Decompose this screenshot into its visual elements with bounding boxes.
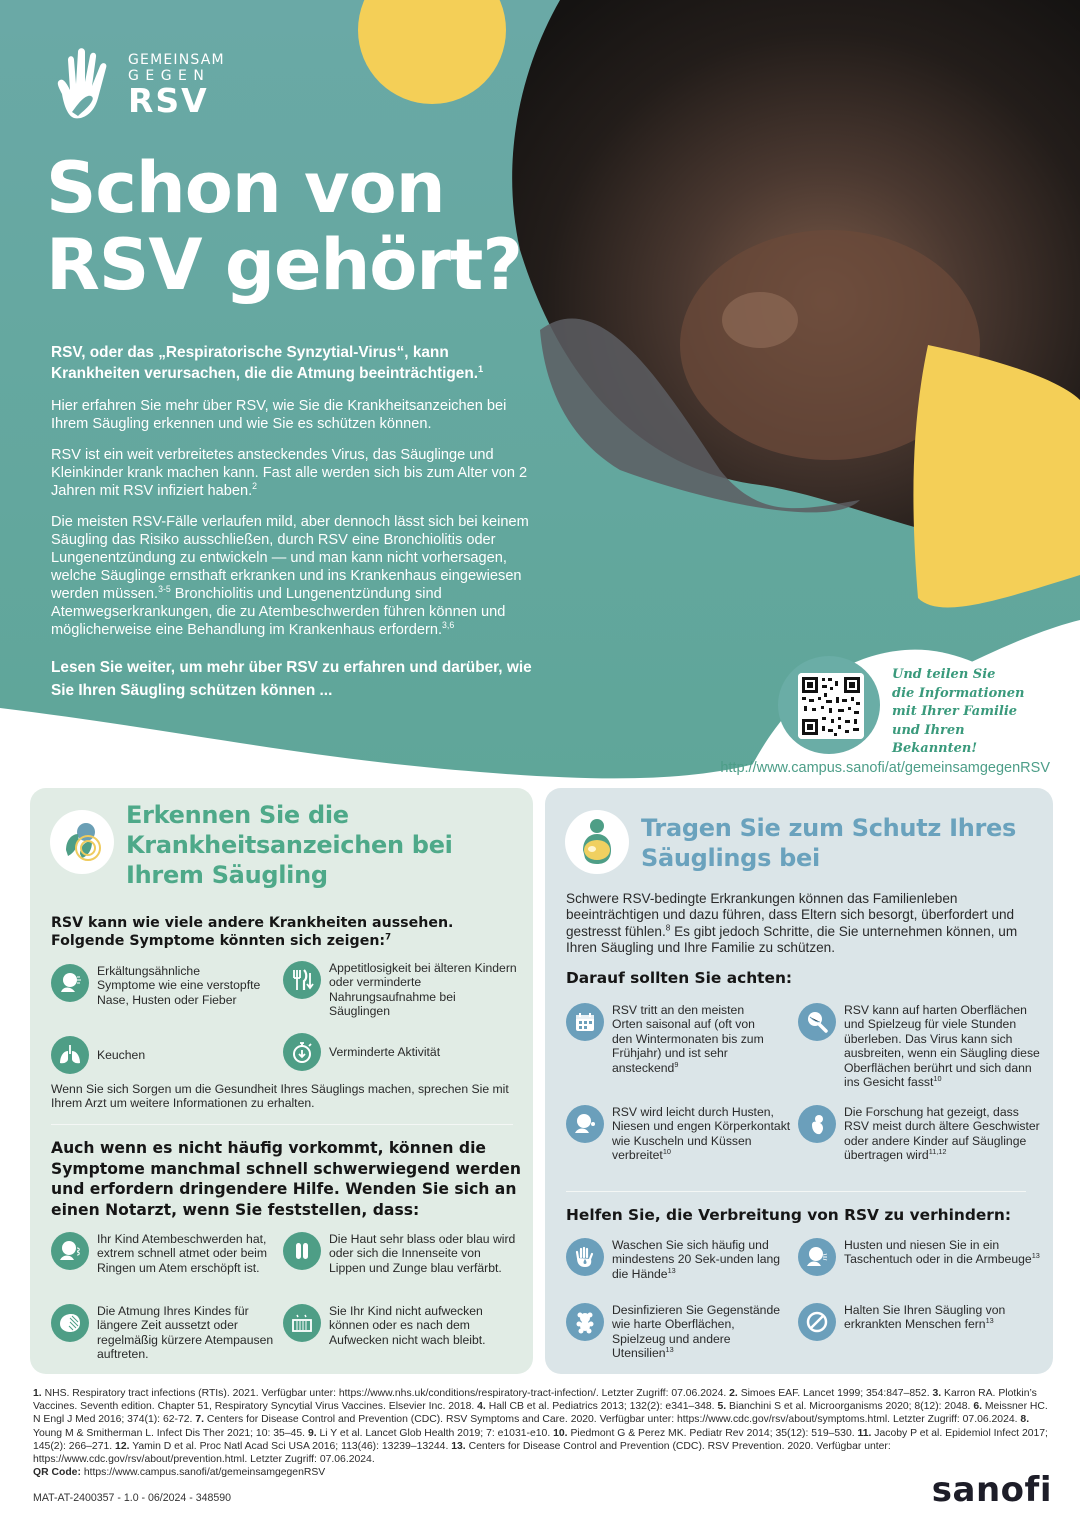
recognize-symptoms-heading: Erkennen Sie die Krankheitsanzeichen bei Ihrem Säugling (126, 801, 453, 889)
symptom-text: Appetitlosigkeit bei älteren Kindern oder verminderte Nahrungsaufnahme bei Säuglingen (329, 961, 517, 1019)
divider (51, 1124, 513, 1125)
share-note-line: die Informationen (892, 685, 1025, 701)
ref-marker: 9 (674, 1059, 679, 1069)
ref-marker: 7 (385, 931, 392, 942)
ref-marker: 10 (662, 1147, 671, 1157)
protect-intro (566, 891, 1036, 956)
reference: 12. Yamin D et al. Proc Natl Acad Sci USA 2016; 113(46): 13239–13244. (115, 1440, 449, 1452)
reference: 7. Centers for Disease Control and Prevention (CDC). RSV Symptoms and Care. 2020. Verfügbar unter: https://www.cdc.gov/rsv/about/symptoms.html. Letzter Zugriff: 07.06.2024. (195, 1414, 1018, 1426)
recognize-symptoms-card (30, 788, 533, 1374)
prohibited-icon (798, 1303, 836, 1341)
emergency-text: Ihr Kind Atembeschwerden hat, extrem schnell atmet oder beim Ringen um Atem erschöpft ist. (97, 1232, 268, 1275)
symptom-item (51, 964, 261, 1007)
intro-lead (51, 342, 541, 384)
cough-icon (566, 1105, 604, 1143)
watch-text (612, 1003, 776, 1075)
intro-paragraph-3 (51, 513, 541, 639)
protect-badge (565, 810, 629, 874)
ref-marker: 2 (252, 481, 258, 492)
emergency-heading: Auch wenn es nicht häufig vorkommt, können die Symptome manchmal schnell schwerwiegend werden und erfordern dringendere Hilfe. Wenden Sie sich an einen Notarzt, wenn Sie feststellen, dass: (51, 1139, 521, 1219)
symptoms-badge (50, 810, 114, 874)
watch-item (798, 1105, 1043, 1163)
watch-item (798, 1003, 1043, 1089)
share-note-line: mit Ihrer Familie (892, 704, 1018, 719)
campaign-url-link[interactable]: http://www.campus.sanofi/at/gemeinsamgegenRSV (720, 760, 1050, 776)
emergency-text: Die Haut sehr blass oder blau wird oder sich die Innenseite von Lippen und Zunge blau verfärbt. (329, 1232, 516, 1275)
symptoms-intro-text: RSV kann wie viele andere Krankheiten aussehen. Folgende Symptome könnten sich zeigen: (51, 915, 454, 949)
breathing-icon (51, 1232, 89, 1270)
prevent-text-body: Halten Sie Ihren Säugling von erkrankten Menschen fern (844, 1303, 1006, 1332)
watch-text-body: Die Forschung hat gezeigt, dass RSV meist durch ältere Geschwister oder andere Kinder auf Säuglinge übertragen wird (844, 1105, 1040, 1163)
prevent-text-body: Waschen Sie sich häufig und mindestens 20 Sek-unden lang die Hände (612, 1238, 781, 1281)
reference: 4. Hall CB et al. Pediatrics 2013; 132(2): e341–348. (477, 1401, 715, 1413)
symptom-item (283, 1033, 518, 1071)
prevent-item (566, 1238, 791, 1281)
prevent-heading: Helfen Sie, die Verbreitung von RSV zu verhindern: (566, 1206, 1012, 1224)
reference: 1. NHS. Respiratory tract infections (RTIs). 2021. Verfügbar unter: https://www.nhs.uk/conditions/respiratory-tract-infection/. Letzter Zugriff: 07.06.2024. (33, 1388, 727, 1399)
ref-marker: 13 (1031, 1251, 1040, 1261)
prevent-item (566, 1303, 791, 1361)
parent-baby-icon (565, 810, 629, 874)
ref-marker: 13 (667, 1265, 676, 1275)
prevent-text-body: Desinfizieren Sie Gegenstände wie harte Oberflächen, Spielzeug und andere Utensilien (612, 1303, 781, 1361)
title-line-1: Schon von (46, 147, 445, 229)
reference: 5. Bianchini S et al. Microorganisms 2020; 8(12): 2048. (717, 1401, 971, 1413)
symptoms-intro (51, 915, 511, 950)
emergency-item (283, 1232, 518, 1275)
siblings-icon (798, 1105, 836, 1143)
prevent-text-body: Husten und niesen Sie in ein Taschentuch oder in die Armbeuge (844, 1238, 1032, 1267)
reference: 10. Piedmont G & Perez MK. Pediatr Rev 2014; 35(12): 519–530. (553, 1427, 855, 1439)
intro-paragraph-2-text: RSV ist ein weit verbreitetes ansteckendes Virus, das Säuglinge und Kleinkinder krank machen kann. Fast alle werden sich bis zum Alter von 2 Jahren mit RSV infiziert haben. (51, 447, 528, 499)
share-note (892, 666, 1052, 759)
symptom-text: Keuchen (97, 1047, 146, 1062)
leaves-rings-icon (50, 810, 114, 874)
intro-text (51, 342, 541, 715)
symptom-text: Erkältungsähnliche Symptome wie eine verstopfte Nase, Husten oder Fieber (97, 964, 261, 1007)
watch-text-body: RSV tritt an den meisten Orten saisonal auf (oft von den Wintermonaten bis zum Frühjahr) und ist sehr ansteckend (612, 1003, 764, 1075)
reference: 13. Centers for Disease Control and Prevention (CDC). RSV Prevention. 2020. Verfügbar unter: https://www.cdc.gov/rsv/about/prevention.html. Letzter Zugriff: 07.06.2024. (33, 1440, 891, 1466)
title-line-2: RSV gehört? (46, 224, 522, 306)
intro-paragraph-2 (51, 446, 541, 500)
emergency-item (51, 1232, 276, 1275)
prevent-item (798, 1303, 1043, 1341)
prevent-text (612, 1238, 791, 1281)
symptom-item (283, 961, 518, 1019)
ref-marker: 8 (665, 923, 671, 933)
reference: 6. Meissner HC. N Engl J Med 2016; 374(1): 62-72. (33, 1401, 1048, 1426)
read-more-cta: Lesen Sie weiter, um mehr über RSV zu erfahren und darüber, wie Sie Ihren Säugling schützen können ... (51, 659, 532, 699)
symptom-text: Verminderte Aktivität (329, 1044, 441, 1059)
lungs-icon (51, 1036, 89, 1074)
intro-paragraph-1: Hier erfahren Sie mehr über RSV, wie Sie die Krankheitsanzeichen bei Ihrem Säugling erkennen und wie Sie es schützen können. (51, 398, 507, 432)
watch-text (612, 1105, 791, 1163)
teddy-bear-icon (566, 1303, 604, 1341)
emergency-item (51, 1304, 276, 1362)
divider (566, 1191, 1026, 1192)
watch-item (566, 1105, 791, 1163)
protect-infant-card (545, 788, 1053, 1374)
reference: 8. Young M & Smitherman L. Infect Dis Ther 2021; 10: 35–45. (33, 1414, 1030, 1439)
material-code: MAT-AT-2400357 - 1.0 - 06/2024 - 348590 (33, 1492, 232, 1504)
watch-text (844, 1105, 1043, 1163)
reference: 3. Karron RA. Plotkin’s Vaccines. Seventh edition. Chapter 51, Respiratory Syncytial Virus Vaccines. Elsevier Inc. 2018. (33, 1388, 1037, 1413)
references (33, 1387, 1048, 1479)
reference: 9. Li Y et al. Lancet Glob Health 2019; 7: e1031-e10. (307, 1427, 551, 1439)
watch-text-body: RSV kann auf harten Oberflächen und Spielzeug für viele Stunden überleben. Das Virus kann sich ausbreiten, wenn ein Säugling diese Oberflächen berührt und sich dann ins Gesicht fasst (844, 1003, 1040, 1090)
ref-marker: 13 (985, 1316, 994, 1326)
qr-code-url-link[interactable]: https://www.campus.sanofi/at/gemeinsamgegenRSV (83, 1467, 326, 1479)
rattle-icon (798, 1003, 836, 1041)
prevent-text (612, 1303, 791, 1361)
watch-heading: Darauf sollten Sie achten: (566, 969, 793, 987)
crib-icon (283, 1304, 321, 1342)
protect-intro-text-a: Schwere RSV-bedingte Erkrankungen können das Familienleben beeinträchtigen und dazu führen, dass Eltern sich besorgt, überfordert und gestresst fühlen. (566, 891, 1015, 939)
hand-wash-icon (566, 1238, 604, 1276)
watch-text-body: RSV wird leicht durch Husten, Niesen und engen Körperkontakt wie Kuscheln und Küssen verbreitet (612, 1105, 791, 1163)
share-note-line: Und teilen Sie (892, 667, 996, 682)
fork-knife-icon (283, 961, 321, 999)
breath-pause-icon (51, 1304, 89, 1342)
protect-infant-heading: Tragen Sie zum Schutz Ihres Säuglings bei (641, 814, 1017, 872)
ref-marker: 1 (478, 363, 484, 374)
reference: 11. Jacoby P et al. Epidemiol Infect 2017; 145(2): 266–271. (33, 1427, 1048, 1452)
reference: 2. Simoes EAF. Lancet 1999; 354:847–852. (729, 1388, 930, 1399)
ref-marker: 3-5 (158, 584, 171, 595)
page-title (46, 147, 522, 306)
qr-code-reference: QR Code: https://www.campus.sanofi/at/gemeinsamgegenRSV (33, 1467, 326, 1479)
sanofi-wordmark: sanofi (931, 1470, 1052, 1510)
ref-marker: 11,12 (928, 1147, 947, 1157)
prevent-item (798, 1238, 1043, 1276)
symptom-item (51, 1036, 261, 1074)
calendar-icon (566, 1003, 604, 1041)
watch-item (566, 1003, 776, 1075)
emergency-text: Die Atmung Ihres Kindes für längere Zeit aussetzt oder regelmäßig kürzere Atempausen auftreten. (97, 1304, 274, 1362)
qr-code[interactable] (798, 673, 864, 739)
emergency-text: Sie Ihr Kind nicht aufwecken können oder es nach dem Aufwecken nicht wach bleibt. (329, 1304, 486, 1347)
sanofi-logo (932, 1470, 1052, 1510)
hand-logo-icon (52, 46, 122, 124)
protect-intro-text-b: Es gibt jedoch Schritte, die Sie unternehmen können, um Ihren Säugling und Ihre Familie zu schützen. (566, 923, 1018, 955)
logo-word-gemeinsam: GEMEINSAM (128, 52, 225, 68)
doctor-note: Wenn Sie sich Sorgen um die Gesundheit Ihres Säuglings machen, sprechen Sie mit Ihrem Arzt um weitere Informationen zu erhalten. (51, 1082, 509, 1110)
logo-word-gegen: GEGEN (128, 68, 211, 84)
pause-icon (283, 1232, 321, 1270)
watch-text (844, 1003, 1043, 1089)
ref-marker: 13 (665, 1345, 674, 1355)
logo-word-rsv: RSV (128, 81, 209, 120)
prevent-text (844, 1303, 1043, 1332)
share-note-line: und Ihren Bekannten! (892, 722, 978, 756)
ref-marker: 3,6 (442, 620, 455, 631)
stopwatch-icon (283, 1033, 321, 1071)
sneeze-elbow-icon (798, 1238, 836, 1276)
intro-paragraph-3-text-a: Die meisten RSV-Fälle verlaufen mild, aber dennoch lässt sich bei keinem Säugling das Risiko ausschließen, durch RSV eine Bronchiolitis oder Lungenentzündung zu entwickeln — und man kann nicht vorhersagen, welche Säuglinge ernsthaft erkranken und ins Krankenhaus eingewiesen werden müssen. (51, 514, 529, 602)
emergency-item (283, 1304, 518, 1347)
intro-lead-text: RSV, oder das „Respiratorische Synzytial-Virus“, kann Krankheiten verursachen, die die Atmung beeinträchtigen. (51, 344, 479, 382)
sneeze-icon (51, 964, 89, 1002)
campaign-logo (52, 46, 225, 124)
prevent-text (844, 1238, 1043, 1267)
ref-marker: 10 (933, 1073, 942, 1083)
intro-paragraph-3-text-b: Bronchiolitis und Lungenentzündung sind Atemwegserkrankungen, die zu Atembeschwerden führen können und möglicherweise eine Behandlung im Krankenhaus erfordern. (51, 586, 506, 638)
